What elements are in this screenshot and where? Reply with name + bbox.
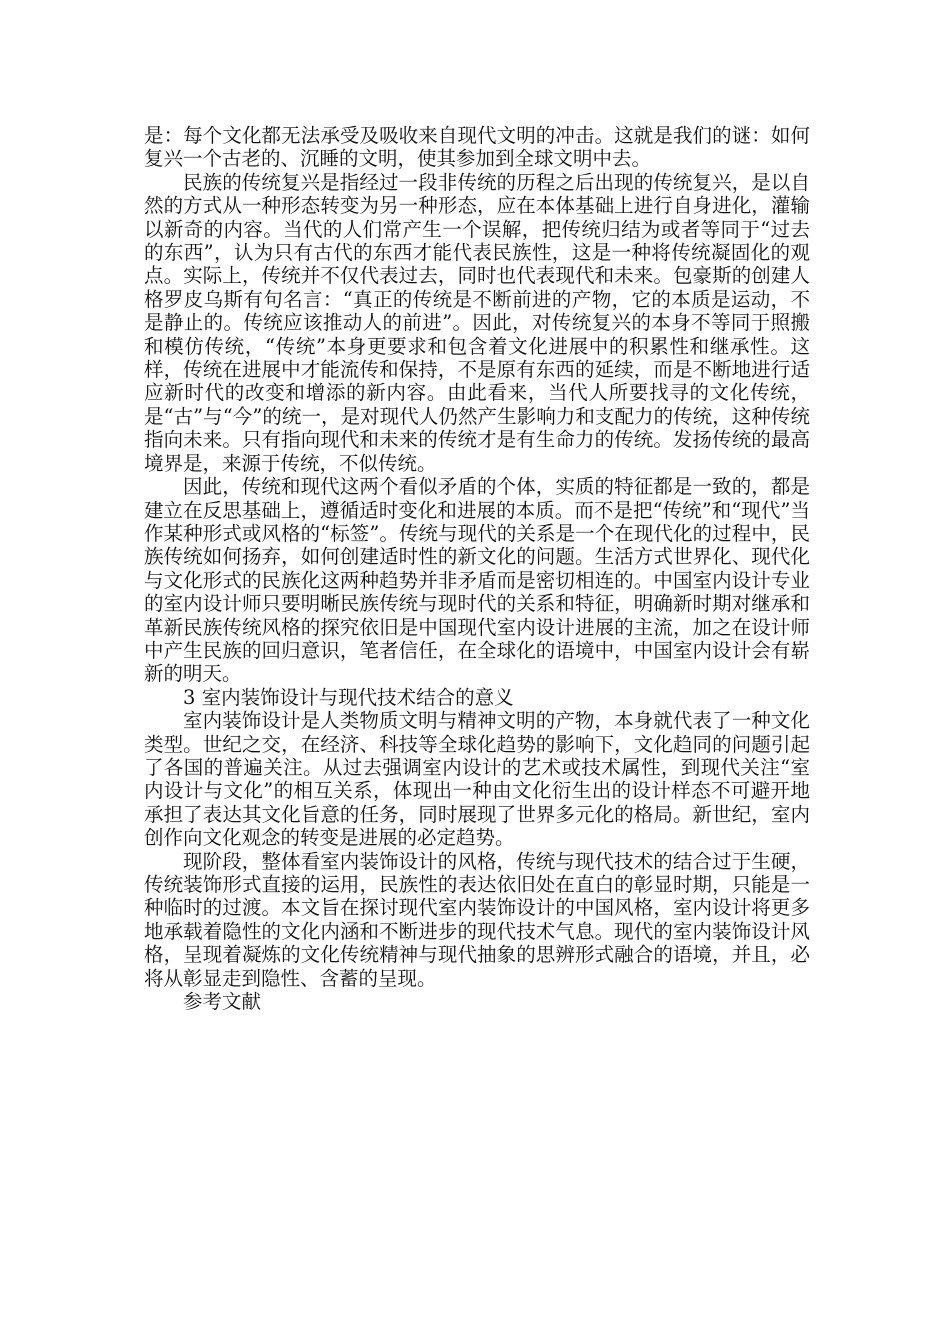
section-heading: 3 室内装饰设计与现代技术结合的意义 <box>183 685 514 709</box>
paragraph-interior-culture: 室内装饰设计是人类物质文明与精神文明的产物，本身就代表了一种文化类型。世纪之交，在经济、科技等全球化趋势的影响下，文化趋同的问题引起了各国的普遍关注。从过去强调室内设计的艺术或技术属性，到现代关注“室内设计与文化”的相互关系，体现出一种由文化衍生出的设计样态不可避开地承担了表达其文化旨意的任务，同时展现了世界多元化的格局。新世纪，室内创作向文化观念的转变是进展的必定趋势。 <box>144 709 810 850</box>
references-heading: 参考文献 <box>183 990 262 1014</box>
paragraph-tradition-modernity: 因此，传统和现代这两个看似矛盾的个体，实质的特征都是一致的，都是建立在反思基础上，遵循适时变化和进展的本质。而不是把“传统”和“现代”当作某种形式或风格的“标签”。传统与现代的关系是一个在现代化的过程中，民族传统如何扬弃，如何创建适时性的新文化的问题。生活方式世界化、现代化与文化形式的民族化这两种趋势并非矛盾而是密切相连的。中国室内设计专业的室内设计师只要明晰民族传统与现时代的关系和特征，明确新时期对继承和革新民族传统风格的探究依旧是中国现代室内设计进展的主流，加之在设计师中产生民族的回归意识，笔者信任，在全球化的语境中，中国室内设计会有崭新的明天。 <box>144 475 810 686</box>
paragraph-current-stage: 现阶段，整体看室内装饰设计的风格，传统与现代技术的结合过于生硬，传统装饰形式直接的运用，民族性的表达依旧处在直白的彰显时期，只能是一种临时的过渡。本文旨在探讨现代室内装饰设计的中国风格，室内设计将更多地承载着隐性的文化内涵和不断进步的现代技术气息。现代的室内装饰设计风格，呈现着凝炼的文化传统精神与现代抽象的思辨形式融合的语境，并且，必将从彰显走到隐性、含蓄的呈现。 <box>144 849 810 990</box>
paragraph-continued: 是：每个文化都无法承受及吸收来自现代文明的冲击。这就是我们的谜：如何复兴一个古老的、沉睡的文明，使其参加到全球文明中去。 <box>144 124 810 171</box>
paragraph-tradition-revival: 民族的传统复兴是指经过一段非传统的历程之后出现的传统复兴，是以自然的方式从一种形态转变为另一种形态，应在本体基础上进行自身进化，灌输以新奇的内容。当代的人们常产生一个误解，把传统归结为或者等同于“过去的东西”，认为只有古代的东西才能代表民族性，这是一种将传统凝固化的观点。实际上，传统并不仅代表过去，同时也代表现代和未来。包豪斯的创建人格罗皮乌斯有句名言：“真正的传统是不断前进的产物，它的本质是运动，不是静止的。传统应该推动人的前进”。因此，对传统复兴的本身不等同于照搬和模仿传统，“传统”本身更要求和包含着文化进展中的积累性和继承性。这样，传统在进展中才能流传和保持，不是原有东西的延续，而是不断地进行适应新时代的改变和增添的新内容。由此看来，当代人所要找寻的文化传统，是“古”与“今”的统一，是对现代人仍然产生影响力和支配力的传统，这种传统指向未来。只有指向现代和未来的传统才是有生命力的传统。发扬传统的最高境界是，来源于传统，不似传统。 <box>144 170 810 475</box>
document-body <box>144 124 810 1013</box>
